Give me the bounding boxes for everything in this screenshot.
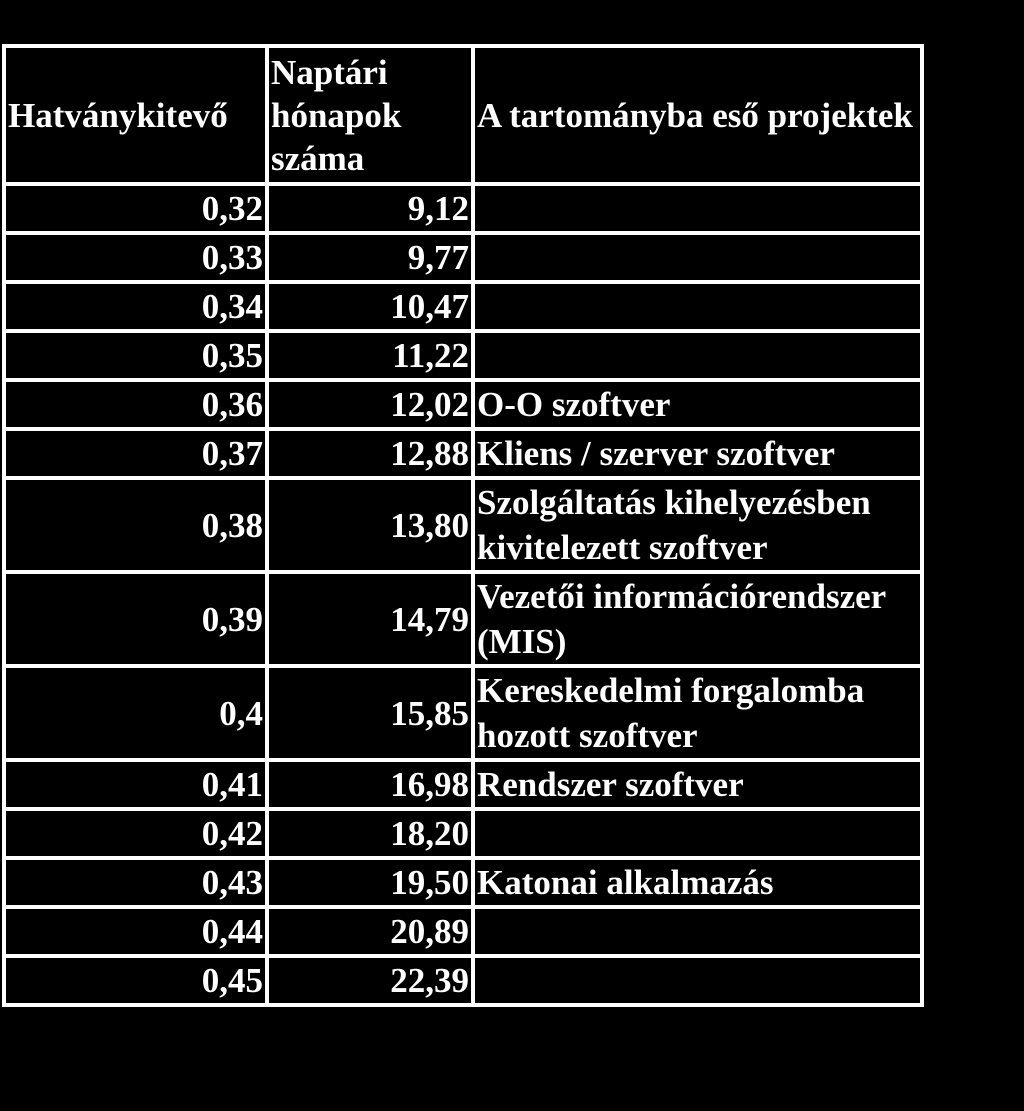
table-row — [6, 284, 924, 333]
cell-exponent: 0,38 — [6, 480, 269, 574]
table-row — [6, 668, 924, 762]
table-row — [6, 811, 924, 860]
table-row — [6, 382, 924, 431]
table-row — [6, 958, 924, 1007]
cell-projects: Kereskedelmi forgalomba hozott szoftver — [475, 668, 924, 762]
cell-exponent: 0,4 — [6, 668, 269, 762]
cell-months: 22,39 — [269, 958, 475, 1007]
cell-months: 16,98 — [269, 762, 475, 811]
cell-exponent: 0,43 — [6, 860, 269, 909]
cell-projects — [475, 811, 924, 860]
cell-exponent: 0,42 — [6, 811, 269, 860]
cell-exponent: 0,32 — [6, 186, 269, 235]
table-row — [6, 235, 924, 284]
cell-months: 9,77 — [269, 235, 475, 284]
cell-exponent: 0,45 — [6, 958, 269, 1007]
cell-months: 12,88 — [269, 431, 475, 480]
header-row — [6, 48, 924, 186]
header-projects: A tartományba eső projektek — [475, 48, 924, 186]
cell-projects — [475, 958, 924, 1007]
cell-months: 12,02 — [269, 382, 475, 431]
cell-months: 9,12 — [269, 186, 475, 235]
cell-projects: Rendszer szoftver — [475, 762, 924, 811]
table-container — [2, 44, 924, 1007]
table-row — [6, 574, 924, 668]
cell-exponent: 0,34 — [6, 284, 269, 333]
cell-months: 11,22 — [269, 333, 475, 382]
cell-exponent: 0,35 — [6, 333, 269, 382]
exponent-table — [2, 44, 924, 1007]
cell-months: 15,85 — [269, 668, 475, 762]
table-row — [6, 762, 924, 811]
cell-projects: O-O szoftver — [475, 382, 924, 431]
cell-projects: Szolgáltatás kihelyezésben kivitelezett szoftver — [475, 480, 924, 574]
cell-exponent: 0,39 — [6, 574, 269, 668]
cell-months: 19,50 — [269, 860, 475, 909]
table-row — [6, 333, 924, 382]
header-months: Naptári hónapok száma — [269, 48, 475, 186]
table-row — [6, 480, 924, 574]
cell-exponent: 0,41 — [6, 762, 269, 811]
cell-projects — [475, 333, 924, 382]
cell-exponent: 0,36 — [6, 382, 269, 431]
header-exponent: Hatványkitevő — [6, 48, 269, 186]
cell-projects: Katonai alkalmazás — [475, 860, 924, 909]
cell-projects — [475, 909, 924, 958]
cell-months: 10,47 — [269, 284, 475, 333]
table-row — [6, 909, 924, 958]
cell-months: 13,80 — [269, 480, 475, 574]
cell-exponent: 0,37 — [6, 431, 269, 480]
cell-exponent: 0,33 — [6, 235, 269, 284]
cell-months: 14,79 — [269, 574, 475, 668]
cell-months: 18,20 — [269, 811, 475, 860]
cell-projects: Kliens / szerver szoftver — [475, 431, 924, 480]
cell-months: 20,89 — [269, 909, 475, 958]
cell-projects — [475, 186, 924, 235]
cell-projects — [475, 284, 924, 333]
cell-exponent: 0,44 — [6, 909, 269, 958]
table-row — [6, 186, 924, 235]
table-row — [6, 431, 924, 480]
table-row — [6, 860, 924, 909]
cell-projects — [475, 235, 924, 284]
cell-projects: Vezetői információrendszer (MIS) — [475, 574, 924, 668]
